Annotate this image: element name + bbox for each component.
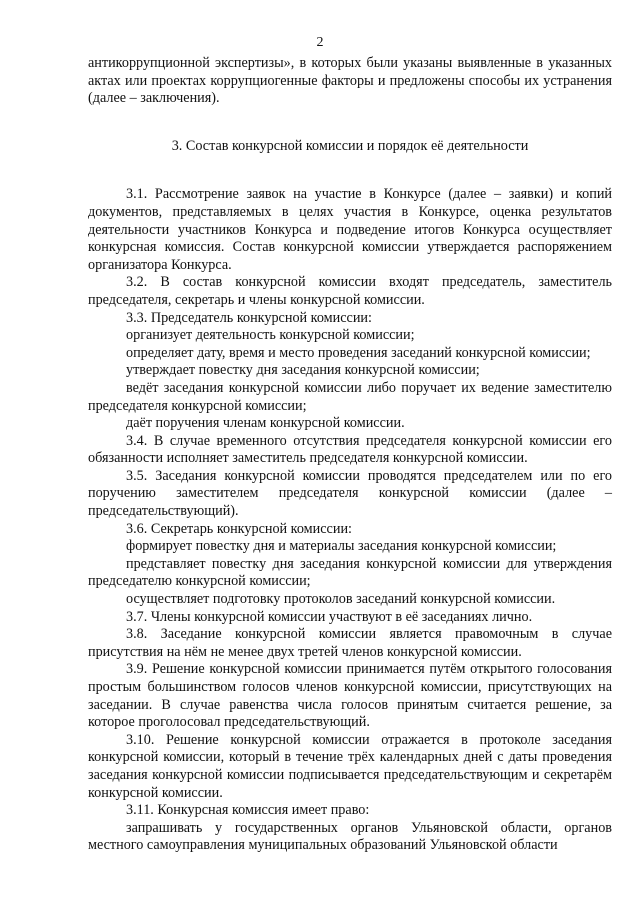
paragraph-3-5: 3.5. Заседания конкурсной комиссии проводятся председателем или по его поручению заместителем председателя конкурсной комиссии (далее – председательствующий). [88,467,612,520]
list-item: утверждает повестку дня заседания конкурсной комиссии; [126,362,480,379]
list-item: ведёт заседания конкурсной комиссии либо поручает их ведение заместителю председателя конкурсной комиссии; [88,379,612,414]
list-item: формирует повестку дня и материалы заседания конкурсной комиссии; [126,538,557,555]
paragraph-3-3: 3.3. Председатель конкурсной комиссии: [126,309,372,326]
page-number: 2 [316,35,324,50]
paragraph-3-9: 3.9. Решение конкурсной комиссии принимается путём открытого голосования простым большинством голосов членов конкурсной комиссии, присутствующих на заседании. В случае равенства числа голосов принятым считается решение, за которое проголосовал председательствующий. [88,661,612,731]
intro-continuation: антикоррупционной экспертизы», в которых были указаны выявленные в указанных актах или проектах коррупциогенные факторы и предложены способы их устранения (далее – заключения). [88,55,612,107]
list-item: представляет повестку дня заседания конкурсной комиссии для утверждения председателю конкурсной комиссии; [88,555,612,590]
list-item: осуществляет подготовку протоколов заседаний конкурсной комиссии. [126,591,556,608]
document-body [88,55,612,855]
paragraph-3-11: 3.11. Конкурсная комиссия имеет право: [126,802,370,819]
paragraph-3-2: 3.2. В состав конкурсной комиссии входят председатель, заместитель председателя, секретарь и члены конкурсной комиссии. [88,274,612,308]
paragraph-3-4: 3.4. В случае временного отсутствия председателя конкурсной комиссии его обязанности исполняет заместитель председателя конкурсной комиссии. [88,432,612,467]
section-heading: 3. Состав конкурсной комиссии и порядок её деятельности [171,137,529,154]
list-item: определяет дату, время и место проведения заседаний конкурсной комиссии; [126,344,591,361]
list-item: даёт поручения членам конкурсной комиссии. [126,415,405,432]
paragraph-3-8: 3.8. Заседание конкурсной комиссии является правомочным в случае присутствия на нём не менее двух третей членов конкурсной комиссии. [88,626,612,660]
paragraph-3-7: 3.7. Члены конкурсной комиссии участвуют в её заседаниях лично. [126,608,533,625]
list-item: организует деятельность конкурсной комиссии; [126,327,415,344]
paragraph-3-10: 3.10. Решение конкурсной комиссии отражается в протоколе заседания конкурсной комиссии, который в течение трёх календарных дней с даты проведения заседания конкурсной комиссии подписывается председательствующим и секретарём конкурсной комиссии. [88,731,612,801]
paragraph-3-1: 3.1. Рассмотрение заявок на участие в Конкурсе (далее – заявки) и копий документов, представляемых в целях участия в Конкурсе, оценка результатов деятельности участников Конкурса и подведение итогов Конкурса осуществляет конкурсная комиссия. Состав конкурсной комиссии утверждается распоряжением организатора Конкурса. [88,186,612,273]
paragraph-3-6: 3.6. Секретарь конкурсной комиссии: [126,520,352,537]
list-item: запрашивать у государственных органов Ульяновской области, органов местного самоуправления муниципальных образований Ульяновской области [88,819,612,854]
